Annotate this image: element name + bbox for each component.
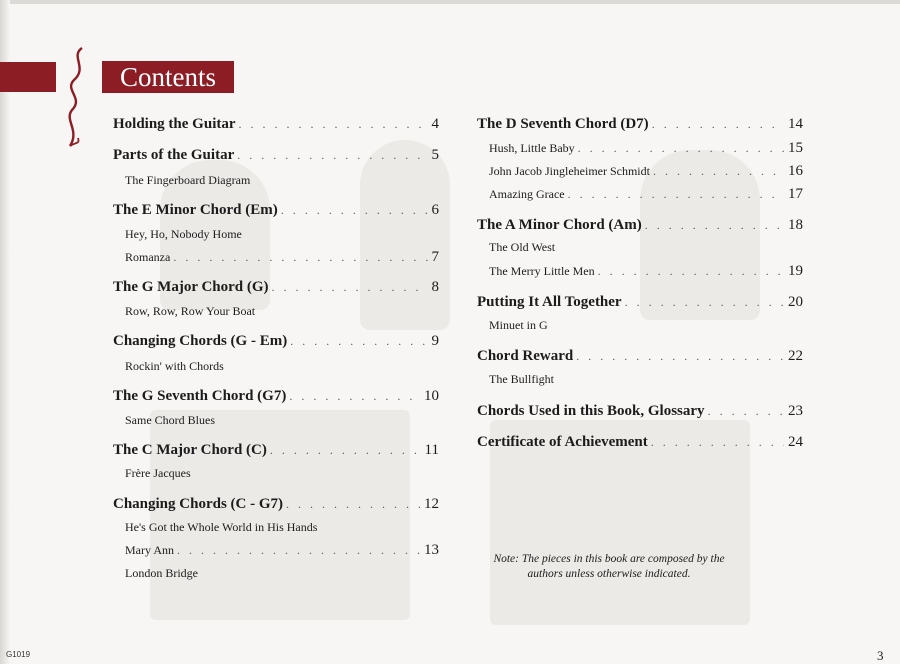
toc-chapter-entry [477, 348, 803, 365]
toc-entry-page: 20 [788, 294, 803, 310]
toc-dot-leader [283, 497, 420, 512]
toc-entry-label: The Old West [489, 240, 556, 254]
toc-entry-page: 23 [788, 403, 803, 419]
toc-entry-label: Same Chord Blues [125, 413, 215, 427]
toc-dot-leader [234, 148, 427, 163]
toc-entry-page: 8 [431, 279, 439, 295]
toc-chapter-entry [113, 116, 439, 133]
toc-chapter-entry [113, 202, 439, 219]
toc-chapter-entry [477, 217, 803, 234]
toc-dot-leader [269, 280, 428, 295]
toc-chapter-entry [113, 442, 439, 459]
toc-dot-leader [573, 349, 784, 364]
toc-dot-leader [170, 250, 427, 265]
toc-entry-label: The D Seventh Chord (D7) [477, 116, 649, 132]
toc-entry-label: Putting It All Together [477, 294, 622, 310]
toc-entry-label: Frère Jacques [125, 466, 191, 480]
toc-song-entry [125, 359, 439, 374]
toc-entry-label: Amazing Grace [489, 187, 565, 201]
toc-song-entry [125, 304, 439, 319]
toc-entry-label: Holding the Guitar [113, 116, 236, 132]
guitar-scroll-icon [62, 46, 96, 150]
toc-entry-label: Hey, Ho, Nobody Home [125, 227, 242, 241]
toc-entry-page: 19 [788, 263, 803, 279]
toc-entry-page: 4 [431, 116, 439, 132]
toc-dot-leader [595, 264, 784, 279]
toc-entry-page: 22 [788, 348, 803, 364]
toc-chapter-entry [477, 116, 803, 133]
toc-chapter-entry [477, 294, 803, 311]
toc-entry-label: Changing Chords (G - Em) [113, 333, 288, 349]
toc-entry-label: The G Major Chord (G) [113, 279, 269, 295]
toc-entry-label: Parts of the Guitar [113, 147, 235, 163]
book-code: G1019 [6, 650, 31, 659]
chapter-tab [0, 62, 56, 92]
toc-entry-label: Changing Chords (C - G7) [113, 496, 284, 512]
toc-dot-leader [622, 295, 784, 310]
toc-entry-page: 18 [788, 217, 803, 233]
toc-entry-label: Rockin' with Chords [125, 359, 224, 373]
toc-entry-label: The C Major Chord (C) [113, 442, 267, 458]
toc-dot-leader [174, 543, 420, 558]
toc-chapter-entry [113, 333, 439, 350]
toc-song-entry [125, 413, 439, 428]
toc-dot-leader [649, 117, 784, 132]
toc-chapter-entry [477, 403, 803, 420]
toc-entry-page: 11 [424, 442, 439, 458]
toc-entry-page: 16 [788, 163, 803, 179]
page-spine-shadow [0, 0, 10, 664]
toc-entry-page: 15 [788, 140, 803, 156]
toc-song-entry [125, 173, 439, 188]
toc-dot-leader [650, 164, 784, 179]
toc-entry-label: The Bullfight [489, 372, 554, 386]
toc-song-entry [125, 466, 439, 481]
toc-entry-page: 9 [431, 333, 439, 349]
toc-dot-leader [287, 334, 427, 349]
toc-dot-leader [267, 443, 421, 458]
toc-entry-page: 14 [788, 116, 803, 132]
page-number: 3 [877, 648, 884, 663]
toc-dot-leader [286, 389, 420, 404]
toc-entry-label: Row, Row, Row Your Boat [125, 304, 256, 318]
toc-song-entry [489, 372, 803, 387]
page-title: Contents [102, 61, 234, 93]
toc-dot-leader [565, 187, 784, 202]
toc-entry-page: 5 [431, 147, 439, 163]
toc-entry-page: 13 [424, 542, 439, 558]
toc-entry-label: The Fingerboard Diagram [125, 173, 251, 187]
toc-chapter-entry [113, 496, 439, 513]
toc-entry-page: 7 [431, 249, 439, 265]
toc-dot-leader [648, 435, 784, 450]
toc-entry-label: Romanza [125, 250, 171, 264]
toc-chapter-entry [113, 147, 439, 164]
toc-entry-label: Certificate of Achievement [477, 434, 648, 450]
toc-entry-label: The A Minor Chord (Am) [477, 217, 642, 233]
toc-entry-label: London Bridge [125, 566, 198, 580]
toc-song-entry [125, 227, 439, 242]
toc-entry-label: Chords Used in this Book, Glossary [477, 403, 705, 419]
toc-song-entry [489, 240, 803, 255]
toc-song-entry [489, 163, 803, 180]
toc-chapter-entry [113, 388, 439, 405]
composer-note: Note: The pieces in this book are composed by the authors unless otherwise indicated. [493, 553, 725, 580]
toc-song-entry [125, 542, 439, 559]
toc-entry-label: Hush, Little Baby [489, 141, 575, 155]
toc-entry-label: The E Minor Chord (Em) [113, 202, 278, 218]
toc-song-entry [489, 318, 803, 333]
toc-song-entry [489, 140, 803, 157]
toc-song-entry [125, 249, 439, 266]
toc-chapter-entry [113, 279, 439, 296]
toc-song-entry [125, 520, 439, 535]
toc-entry-label: Minuet in G [489, 318, 548, 332]
toc-entry-label: Chord Reward [477, 348, 574, 364]
toc-entry-page: 6 [431, 202, 439, 218]
toc-song-entry [489, 263, 803, 280]
toc-entry-page: 17 [788, 186, 803, 202]
toc-dot-leader [705, 404, 784, 419]
toc-dot-leader [236, 117, 428, 132]
toc-entry-page: 12 [424, 496, 439, 512]
toc-entry-page: 10 [424, 388, 439, 404]
toc-entry-page: 24 [788, 434, 803, 450]
toc-entry-label: The G Seventh Chord (G7) [113, 388, 287, 404]
toc-entry-label: John Jacob Jingleheimer Schmidt [489, 164, 650, 178]
toc-dot-leader [278, 203, 428, 218]
toc-dot-leader [642, 218, 784, 233]
toc-entry-label: He's Got the Whole World in His Hands [125, 520, 318, 534]
toc-entry-label: Mary Ann [125, 543, 174, 557]
toc-song-entry [125, 566, 439, 581]
toc-dot-leader [575, 141, 784, 156]
toc-chapter-entry [477, 434, 803, 451]
toc-entry-label: The Merry Little Men [489, 264, 595, 278]
toc-song-entry [489, 186, 803, 203]
page-top-edge [0, 0, 900, 4]
